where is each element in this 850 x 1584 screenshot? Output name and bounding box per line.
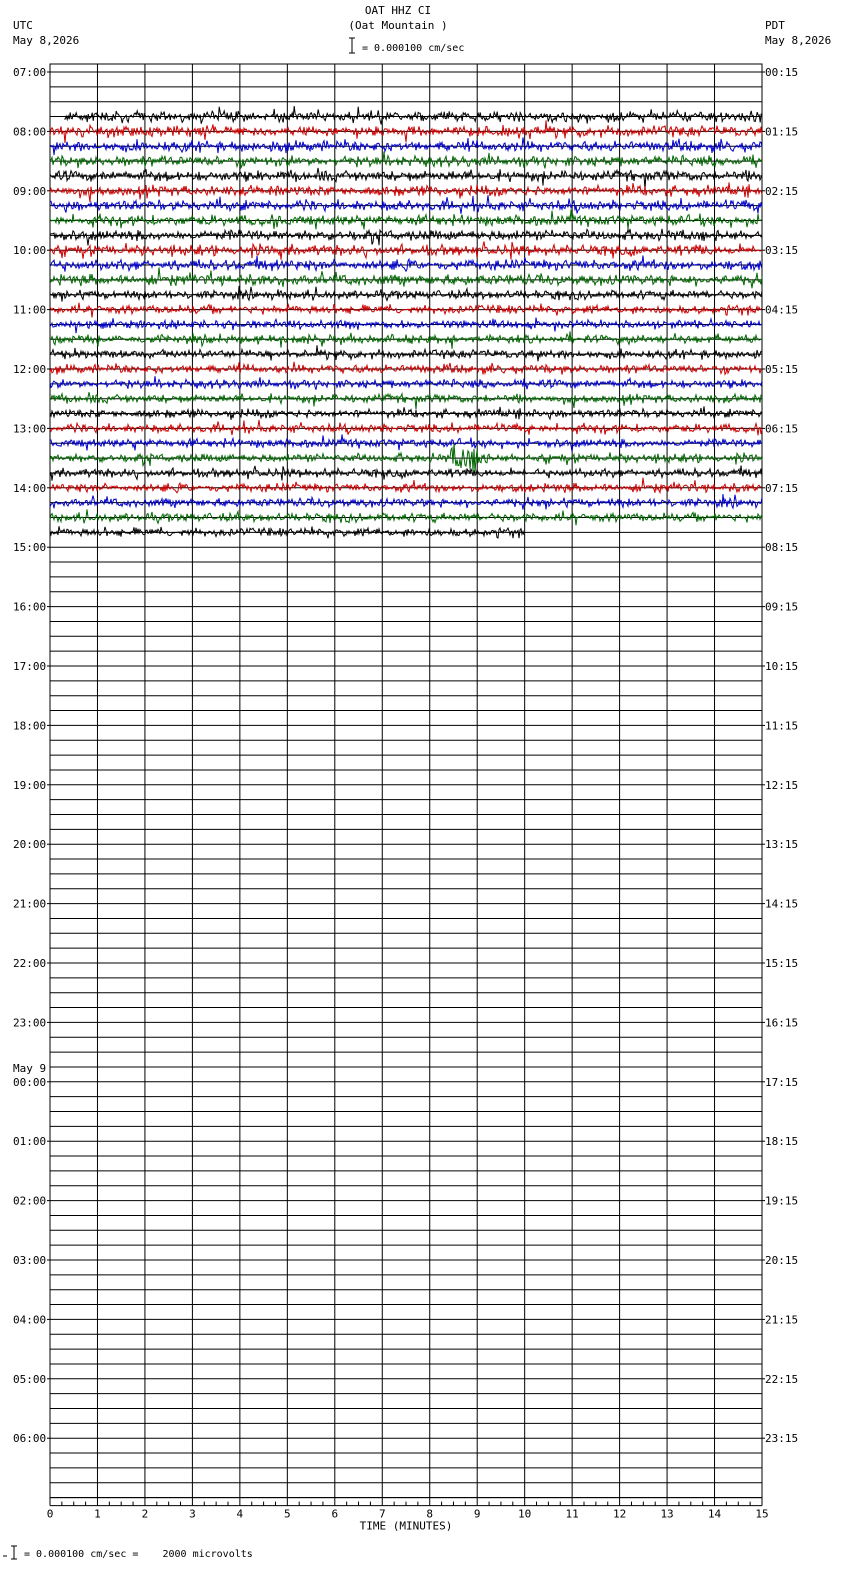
utc-hour-label: 23:00 bbox=[13, 1016, 47, 1030]
trace-group bbox=[50, 106, 762, 538]
seismic-trace bbox=[50, 286, 762, 302]
x-tick-label: 0 bbox=[46, 1507, 54, 1521]
pdt-hour-label: 17:15 bbox=[765, 1075, 799, 1089]
pdt-hour-label: 11:15 bbox=[765, 719, 799, 733]
utc-hour-label: 17:00 bbox=[13, 660, 47, 673]
utc-hour-label: 02:00 bbox=[13, 1194, 47, 1208]
x-tick-label: 4 bbox=[236, 1507, 244, 1521]
x-tick-label: 2 bbox=[141, 1507, 149, 1521]
utc-date-change-label: May 9 bbox=[13, 1061, 47, 1075]
seismic-trace bbox=[50, 420, 762, 435]
seismic-trace bbox=[50, 331, 762, 349]
utc-hour-label: 18:00 bbox=[13, 719, 47, 733]
pdt-hour-label: 18:15 bbox=[765, 1135, 799, 1149]
pdt-hour-label: 07:15 bbox=[765, 481, 799, 495]
pdt-hour-label: 16:15 bbox=[765, 1016, 799, 1030]
seismic-trace bbox=[50, 152, 762, 169]
pdt-hour-label: 19:15 bbox=[765, 1194, 799, 1208]
scale-bar-icon bbox=[349, 38, 355, 53]
pdt-hour-label: 10:15 bbox=[765, 660, 799, 673]
station-title: OAT HHZ CI bbox=[364, 4, 432, 17]
scale-label: = 0.000100 cm/sec bbox=[362, 43, 465, 54]
utc-hour-label: 20:00 bbox=[13, 838, 47, 852]
utc-hour-label: 14:00 bbox=[13, 481, 47, 495]
pdt-hour-label: 13:15 bbox=[765, 838, 799, 852]
x-tick-label: 1 bbox=[94, 1507, 101, 1521]
pdt-hour-label: 02:15 bbox=[765, 184, 799, 198]
footer-scale-icon bbox=[3, 1546, 17, 1559]
pdt-hour-label: 06:15 bbox=[765, 422, 799, 436]
x-tick-label: 7 bbox=[378, 1507, 386, 1521]
utc-hour-label: 10:00 bbox=[13, 244, 47, 258]
seismic-trace bbox=[50, 478, 762, 493]
pdt-hour-label: 03:15 bbox=[765, 244, 799, 258]
seismic-trace bbox=[50, 345, 762, 361]
utc-hour-label: 05:00 bbox=[13, 1372, 47, 1386]
pdt-hour-label: 12:15 bbox=[765, 778, 799, 792]
pdt-hour-label: 21:15 bbox=[765, 1313, 799, 1327]
utc-hour-label: 15:00 bbox=[13, 541, 47, 555]
pdt-hour-label: 15:15 bbox=[765, 957, 799, 970]
utc-hour-label: 19:00 bbox=[13, 778, 47, 792]
seismic-trace bbox=[50, 229, 762, 246]
pdt-hour-label: 20:15 bbox=[765, 1254, 799, 1267]
utc-hour-label: 03:00 bbox=[13, 1254, 47, 1267]
x-tick-label: 5 bbox=[284, 1507, 291, 1521]
pdt-hour-label: 09:15 bbox=[765, 600, 799, 614]
utc-hour-label: 16:00 bbox=[13, 600, 47, 614]
pdt-hour-label: 05:15 bbox=[765, 363, 799, 376]
utc-hour-label: 12:00 bbox=[13, 363, 47, 376]
utc-hour-label: 07:00 bbox=[13, 66, 47, 79]
left-timezone: UTC bbox=[13, 19, 33, 32]
seismic-trace bbox=[50, 392, 762, 409]
seismic-trace bbox=[50, 256, 762, 272]
utc-hour-label: 04:00 bbox=[13, 1313, 47, 1327]
right-timezone: PDT bbox=[765, 19, 785, 32]
utc-hour-label: 00:00 bbox=[13, 1075, 47, 1089]
x-tick-label: 11 bbox=[565, 1507, 579, 1521]
utc-hour-label: 09:00 bbox=[13, 184, 47, 198]
x-axis-label: TIME (MINUTES) bbox=[359, 1519, 453, 1533]
station-location: (Oat Mountain ) bbox=[348, 19, 448, 32]
x-tick-label: 9 bbox=[473, 1507, 481, 1521]
footer-scale-note: = 0.000100 cm/sec = 2000 microvolts bbox=[24, 1549, 253, 1560]
pdt-hour-label: 22:15 bbox=[765, 1372, 799, 1386]
left-date: May 8,2026 bbox=[13, 34, 80, 47]
seismic-trace bbox=[50, 494, 762, 510]
pdt-hour-label: 01:15 bbox=[765, 125, 799, 139]
x-tick-label: 14 bbox=[707, 1507, 722, 1521]
pdt-hour-label: 00:15 bbox=[765, 66, 799, 79]
utc-hour-label: 22:00 bbox=[13, 957, 47, 970]
x-tick-label: 13 bbox=[660, 1507, 674, 1521]
x-tick-label: 3 bbox=[189, 1507, 196, 1521]
seismic-trace bbox=[50, 210, 762, 230]
utc-hour-label: 13:00 bbox=[13, 422, 47, 436]
seismic-trace bbox=[50, 168, 762, 190]
seismic-trace bbox=[64, 106, 761, 124]
x-tick-label: 8 bbox=[426, 1507, 434, 1521]
utc-hour-label: 06:00 bbox=[13, 1432, 47, 1446]
x-tick-label: 12 bbox=[612, 1507, 627, 1521]
seismic-trace bbox=[50, 195, 762, 214]
pdt-hour-label: 08:15 bbox=[765, 541, 799, 555]
x-tick-label: 10 bbox=[518, 1507, 532, 1521]
pdt-hour-label: 14:15 bbox=[765, 897, 799, 911]
seismic-trace bbox=[50, 182, 762, 202]
right-date: May 8,2026 bbox=[765, 34, 832, 47]
seismic-trace bbox=[50, 318, 762, 334]
utc-hour-label: 11:00 bbox=[13, 303, 47, 317]
utc-hour-label: 01:00 bbox=[13, 1135, 47, 1149]
utc-hour-label: 08:00 bbox=[13, 125, 47, 139]
utc-hour-label: 21:00 bbox=[13, 897, 47, 911]
seismic-trace bbox=[50, 376, 762, 390]
x-tick-label: 15 bbox=[755, 1507, 769, 1521]
pdt-hour-label: 04:15 bbox=[765, 303, 799, 317]
seismic-trace bbox=[50, 362, 762, 375]
x-tick-label: 6 bbox=[331, 1507, 339, 1521]
pdt-hour-label: 23:15 bbox=[765, 1432, 799, 1446]
